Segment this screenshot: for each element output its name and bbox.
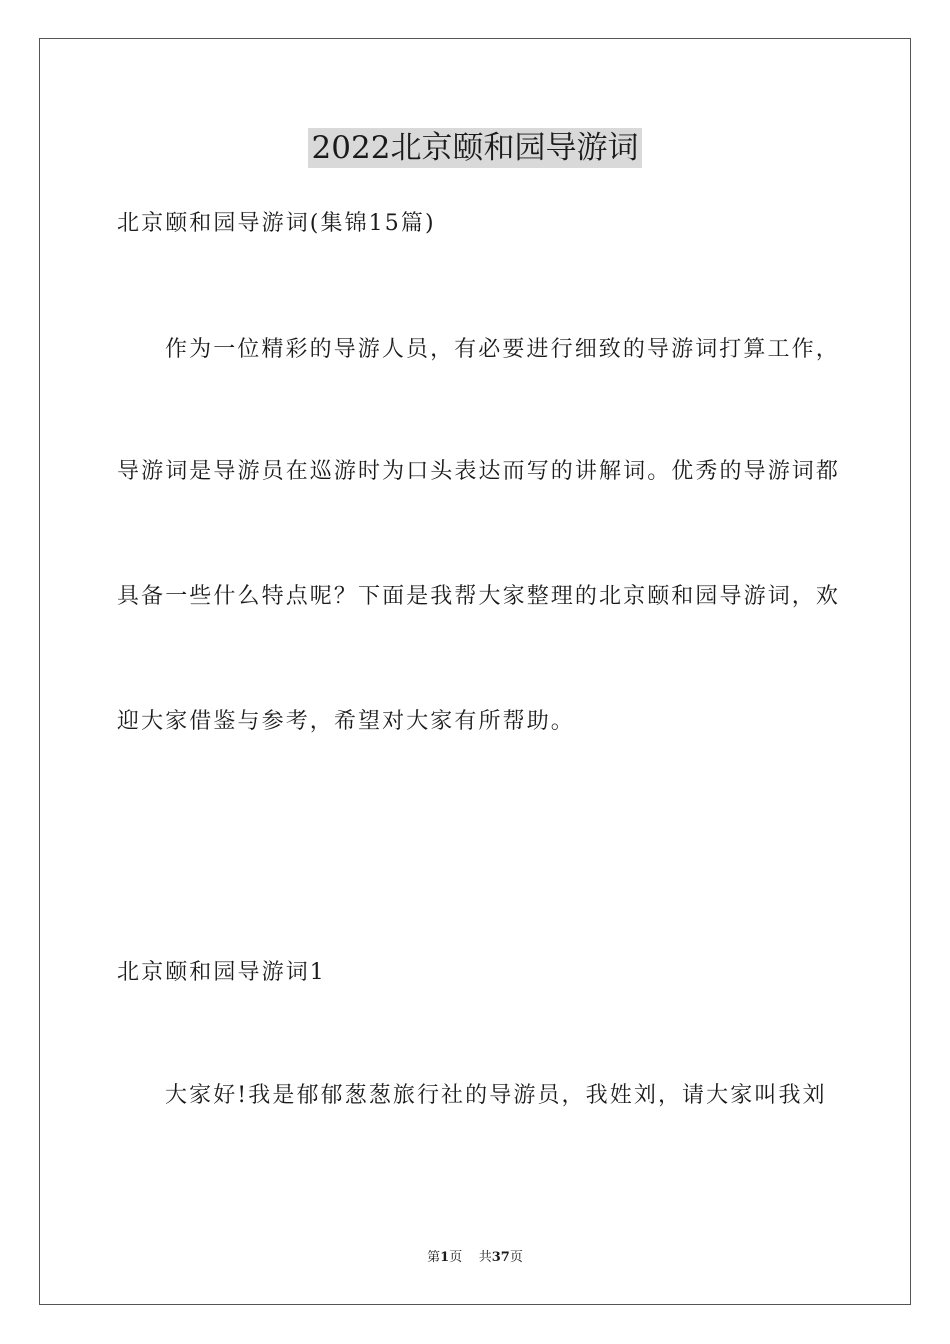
footer-total-suffix: 页	[509, 1250, 523, 1265]
document-subtitle: 北京颐和园导游词(集锦15篇)	[117, 211, 436, 236]
footer-page-number: 1	[440, 1250, 450, 1265]
footer-total-prefix: 共	[478, 1250, 492, 1265]
document-title-block	[0, 128, 950, 173]
intro-line-4: 迎大家借鉴与参考，希望对大家有所帮助。	[117, 709, 575, 734]
intro-line-1: 作为一位精彩的导游人员，有必要进行细致的导游词打算工作，	[165, 337, 840, 362]
intro-line-3: 具备一些什么特点呢？下面是我帮大家整理的北京颐和园导游词，欢	[117, 584, 841, 609]
document-title: 2022北京颐和园导游词	[308, 128, 643, 168]
page-footer	[0, 1249, 950, 1267]
footer-total-pages: 37	[491, 1250, 510, 1265]
footer-page-prefix: 第	[427, 1250, 441, 1265]
section-heading: 北京颐和园导游词1	[117, 960, 326, 985]
section-line-1: 大家好!我是郁郁葱葱旅行社的导游员，我姓刘，请大家叫我刘	[165, 1083, 827, 1108]
intro-line-2: 导游词是导游员在巡游时为口头表达而写的讲解词。优秀的导游词都	[117, 459, 841, 484]
footer-page-suffix: 页	[449, 1250, 463, 1265]
